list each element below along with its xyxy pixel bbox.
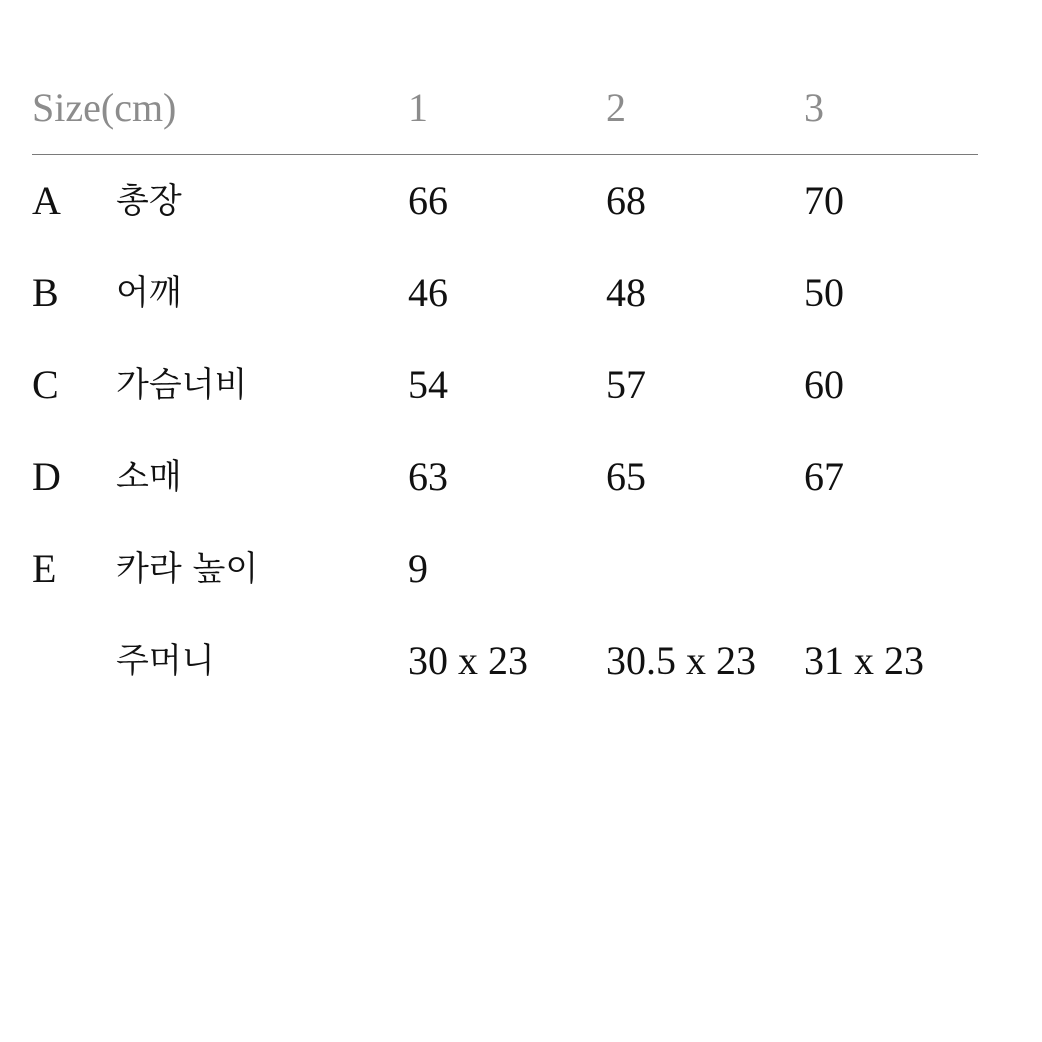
table-header-row bbox=[32, 78, 978, 155]
row-size-1-value: 30 x 23 bbox=[408, 638, 528, 683]
row-letter: A bbox=[32, 178, 61, 223]
row-size-3-value: 70 bbox=[804, 178, 844, 223]
row-size-2-value: 57 bbox=[606, 362, 646, 407]
row-measurement-name: 총장 bbox=[116, 181, 182, 221]
header-size-3: 3 bbox=[804, 85, 824, 130]
row-size-3-value: 67 bbox=[804, 454, 844, 499]
row-size-1-value: 66 bbox=[408, 178, 448, 223]
size-table bbox=[32, 78, 978, 707]
row-size-1-value: 54 bbox=[408, 362, 448, 407]
row-size-2-value: 65 bbox=[606, 454, 646, 499]
table-row bbox=[32, 247, 978, 339]
row-measurement-name: 어깨 bbox=[116, 273, 182, 313]
row-size-1-value: 9 bbox=[408, 546, 428, 591]
row-measurement-name: 카라 높이 bbox=[116, 549, 259, 589]
row-measurement-name: 가슴너비 bbox=[116, 365, 248, 405]
table-row bbox=[32, 431, 978, 523]
table-row bbox=[32, 615, 978, 707]
row-size-1-value: 63 bbox=[408, 454, 448, 499]
table-row bbox=[32, 523, 978, 615]
table-row bbox=[32, 155, 978, 247]
row-measurement-name: 소매 bbox=[116, 457, 182, 497]
row-size-2-value: 30.5 x 23 bbox=[606, 638, 756, 683]
row-size-3-value: 31 x 23 bbox=[804, 638, 924, 683]
row-measurement-name: 주머니 bbox=[116, 641, 215, 681]
row-letter: B bbox=[32, 270, 59, 315]
row-letter: E bbox=[32, 546, 57, 591]
row-size-2-value: 68 bbox=[606, 178, 646, 223]
row-size-2-value: 48 bbox=[606, 270, 646, 315]
table-row bbox=[32, 339, 978, 431]
row-letter: D bbox=[32, 454, 61, 499]
row-size-1-value: 46 bbox=[408, 270, 448, 315]
header-size-2: 2 bbox=[606, 85, 626, 130]
table-body bbox=[32, 155, 978, 707]
row-size-3-value: 50 bbox=[804, 270, 844, 315]
header-size-1: 1 bbox=[408, 85, 428, 130]
header-title: Size(cm) bbox=[32, 85, 177, 130]
row-size-3-value: 60 bbox=[804, 362, 844, 407]
row-letter: C bbox=[32, 362, 59, 407]
